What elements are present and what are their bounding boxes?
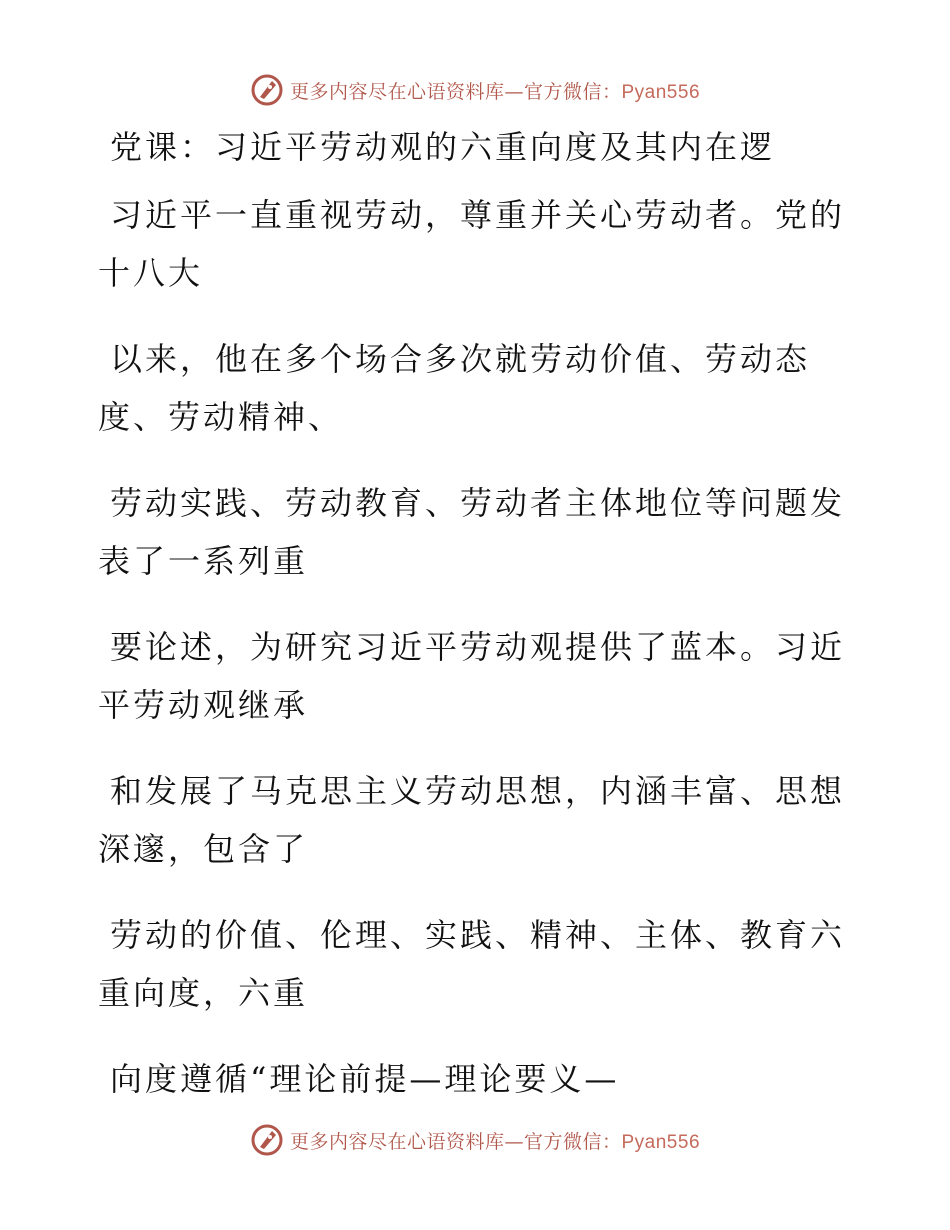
watermark-wechat-id: Pyan556	[621, 1131, 701, 1153]
paragraph-line: 要论述，为研究习近平劳动观提供了蓝本。习近	[110, 628, 846, 666]
paragraph-line: 以来，他在多个场合多次就劳动价值、劳动态	[110, 340, 811, 378]
paragraph-line: 十八大	[98, 254, 204, 292]
paragraph-line: 劳动实践、劳动教育、劳动者主体地位等问题发	[110, 484, 846, 522]
watermark-text: 更多内容尽在心语资料库—官方微信：Pyan556	[289, 80, 701, 103]
paragraph-6	[98, 906, 846, 1022]
paragraph-4	[98, 618, 846, 734]
paragraph-3	[98, 474, 846, 590]
paragraph-5	[98, 762, 846, 878]
paragraph-1	[98, 186, 846, 302]
paragraph-line: 和发展了马克思主义劳动思想，内涵丰富、思想	[110, 772, 846, 810]
footer-watermark	[0, 1120, 950, 1160]
paragraph-2	[98, 330, 828, 446]
pen-nib-logo-icon	[250, 1123, 284, 1157]
paragraph-line: 平劳动观继承	[98, 686, 309, 724]
paragraph-line: 习近平一直重视劳动，尊重并关心劳动者。党的	[110, 196, 846, 234]
paragraph-7	[98, 1050, 828, 1108]
paragraph-line: 劳动的价值、伦理、实践、精神、主体、教育六	[110, 916, 846, 954]
paragraph-line: 表了一系列重	[98, 542, 309, 580]
paragraph-line: 度、劳动精神、	[98, 398, 344, 436]
pen-nib-logo-icon	[250, 73, 284, 107]
header-watermark	[0, 70, 950, 110]
paragraph-line: 重向度，六重	[98, 974, 309, 1012]
watermark-wechat-id: Pyan556	[621, 81, 701, 103]
document-title: 党课：习近平劳动观的六重向度及其内在逻	[110, 128, 776, 166]
paragraph-line: 深邃，包含了	[98, 830, 309, 868]
document-body	[98, 122, 846, 1136]
paragraph-line: 向度遵循“理论前提—理论要义—	[110, 1060, 620, 1098]
watermark-text: 更多内容尽在心语资料库—官方微信：Pyan556	[289, 1130, 701, 1153]
